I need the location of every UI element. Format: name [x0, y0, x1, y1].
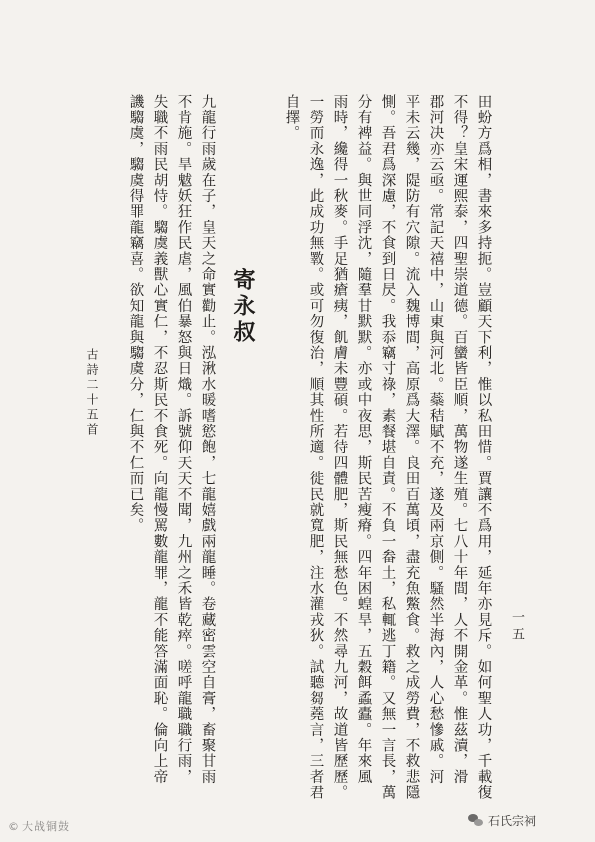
page-number: 一五: [509, 610, 524, 644]
wechat-icon: [468, 813, 484, 829]
watermark-right-text: 石氏宗祠: [488, 814, 537, 828]
watermark-right: [468, 812, 536, 829]
prose-column: 田蚡方爲相，書來多持扼。豈顧天下利，惟以私田惜。賈讓不爲用，延年亦見斥。如何聖人功，千載復: [475, 94, 492, 801]
poem-column: 譏騶虞，騶虞得罪龍竊喜。欲知龍與騶虞分，仁與不仁而已矣。: [127, 94, 144, 534]
prose-column: 分有裨益。與世同浮沈，隨羣甘默默。亦或中夜思，斯民苦瘦瘠。四年困蝗旱，五穀餌蟊蠹。年來風: [355, 94, 372, 785]
poem-title: 寄永叔: [230, 268, 256, 346]
prose-column: 不得？皇宋運熙泰，四聖崇道德。百蠻皆臣順，萬物遂生殖。七八十年間，人不開金革。惟茲瀆，滑: [451, 94, 468, 785]
watermark-left: [8, 818, 70, 834]
watermark-logo-icon: ©: [8, 820, 20, 833]
prose-column: 平未云幾，隄防有穴隙。流入魏博間，高原爲大澤。良田百萬頃，盡充魚鱉食。救之成勞費，不救悲隱: [403, 94, 420, 801]
running-header: 古詩二十五首: [85, 348, 99, 438]
prose-column: 郡河决亦云亟。常記天禧中，山東與河北。蘂秸賦不充，遂及兩京側。騷然半海內，人心愁慘戚。河: [427, 94, 444, 785]
poem-column: 失職不雨民胡恃。騶虞義獸心實仁，不忍斯民不食死。向龍慢罵數龍罪，龍不能答滿面恥。倫向上帝: [151, 94, 168, 785]
poem-column: 不肯施。旱魃妖狂作民虐，風伯暴怒與日熾。訴號仰天天不聞，九州之禾皆乾瘁。嗟呼龍職職行雨，: [175, 94, 192, 785]
poem-column: 九龍行雨歲在子，皇天之命實勸止。泓湫水暖嗜慾飽，七龍嬉戲兩龍睡。卷藏密雲空自膏，畜聚甘雨: [199, 94, 216, 785]
prose-column: 雨時，纔得一秋麥。手足猶瘡痍，飢膚未豐碩。若待四體肥，斯民無愁色。不然尋九河，故道皆歷歷。: [331, 94, 348, 801]
prose-column: 惻。吾君爲深慮，不食到日昃。我忝竊寸祿，素餐堪自責。不負一畚土，私輒逃丁籍。又無一言長，萬: [379, 94, 396, 801]
prose-column: 自擇。: [283, 94, 300, 142]
prose-column: 一勞而永逸，此成功無斁。或可勿復治，順其性所適。徙民就寬肥，注水灌戎狄。試聽芻蕘言，三者君: [307, 94, 324, 801]
watermark-left-text: 大战铜鼓: [22, 820, 70, 833]
